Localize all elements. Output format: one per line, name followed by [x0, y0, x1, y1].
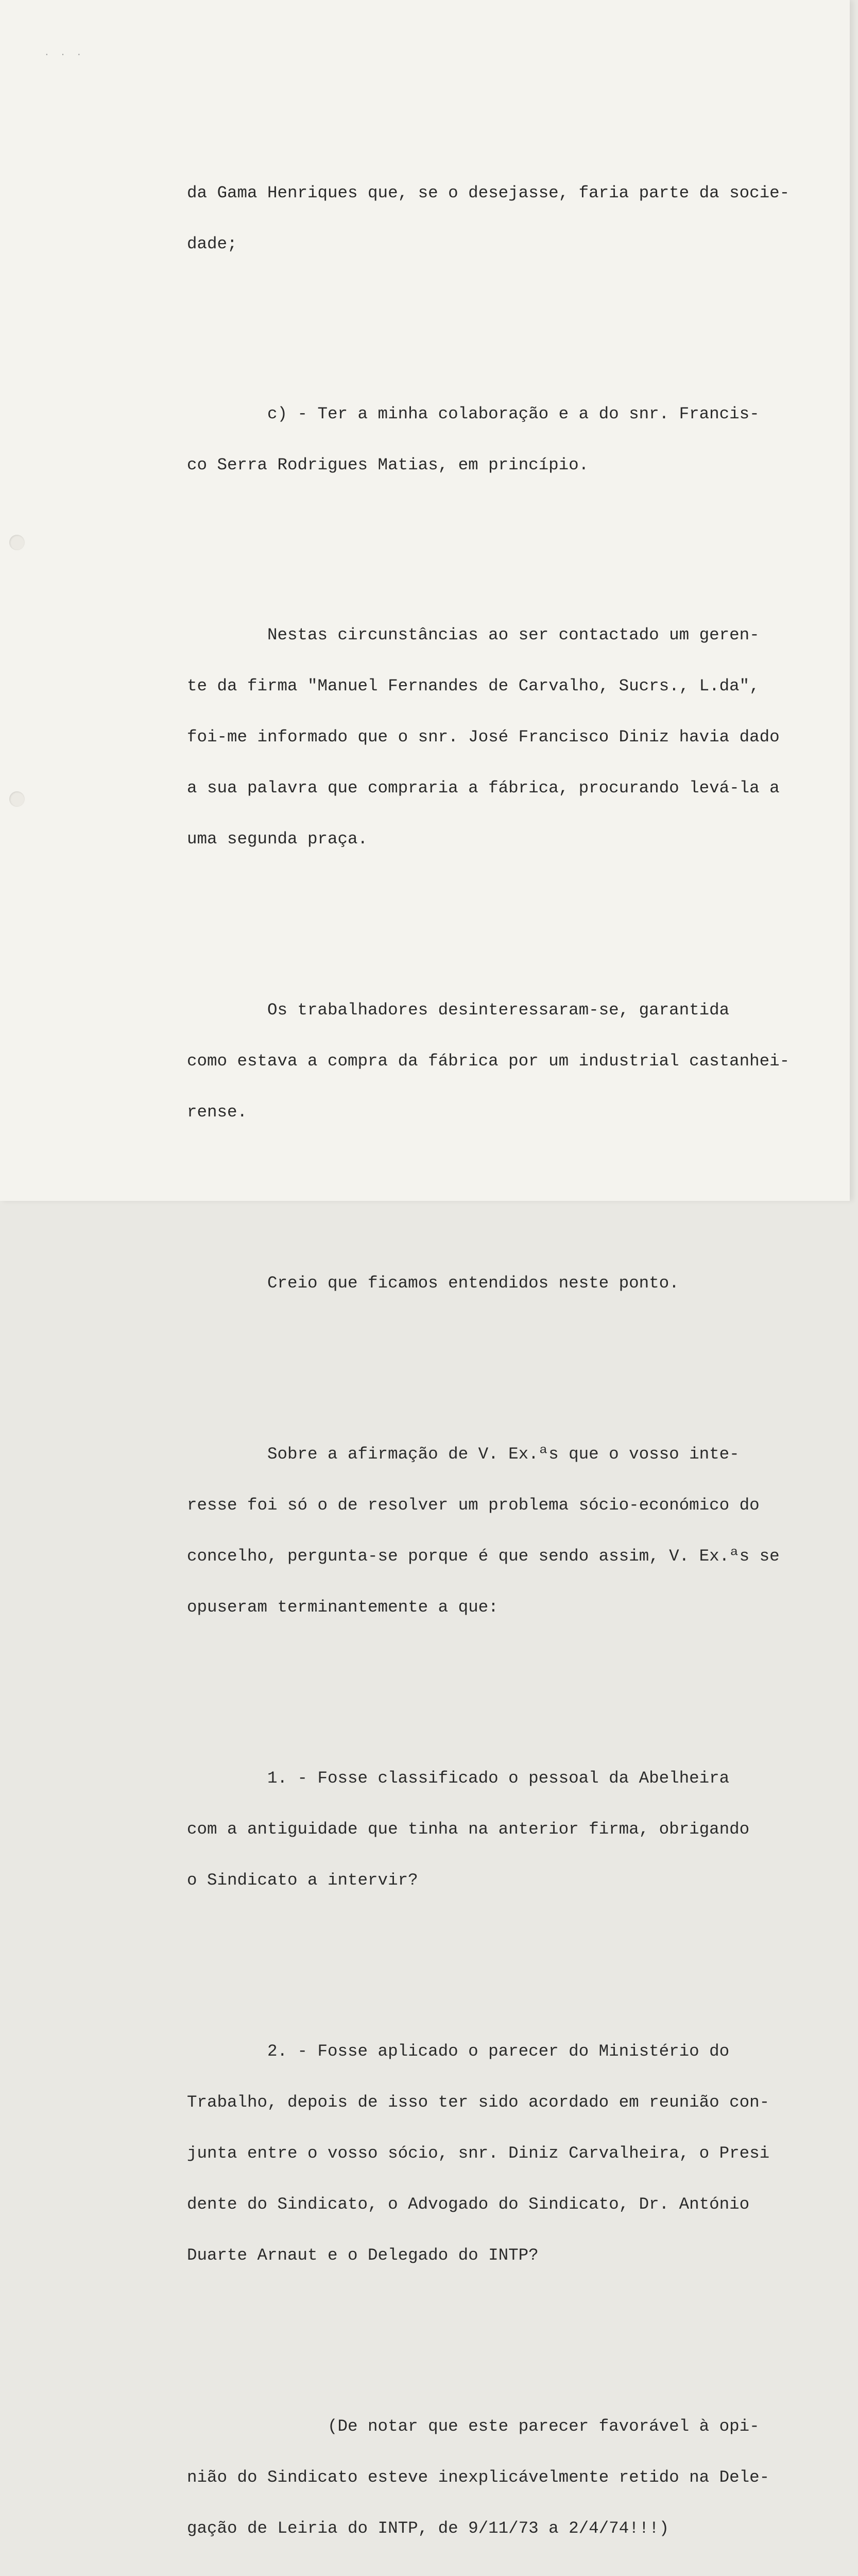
paragraph-note [187, 2384, 820, 2571]
text-line: 1. - Fosse classificado o pessoal da Abelheira [187, 1769, 730, 1788]
text-line: nião do Sindicato esteve inexplicávelmente retido na Dele- [187, 2468, 770, 2487]
text-line: Creio que ficamos entendidos neste ponto. [187, 1274, 679, 1293]
text-line: Duarte Arnaut e o Delegado do INTP? [187, 2246, 539, 2265]
punch-hole [9, 791, 25, 807]
paragraph-item-c [187, 371, 820, 507]
text-line: junta entre o vosso sócio, snr. Diniz Carvalheira, o Presi [187, 2144, 770, 2163]
text-line: com a antiguidade que tinha na anterior firma, obrigando [187, 1820, 750, 1839]
letter-body [187, 116, 820, 2576]
text-line: Sobre a afirmação de V. Ex.ªs que o vosso inte- [187, 1445, 740, 1464]
text-line: concelho, pergunta-se porque é que sendo assim, V. Ex.ªs se [187, 1547, 780, 1566]
text-line: como estava a compra da fábrica por um industrial castanhei- [187, 1052, 790, 1071]
text-line: te da firma "Manuel Fernandes de Carvalho, Sucrs., L.da", [187, 676, 760, 696]
text-line: co Serra Rodrigues Matias, em princípio. [187, 455, 589, 474]
text-line: c) - Ter a minha colaboração e a do snr. Francis- [187, 404, 760, 423]
text-line: resse foi só o de resolver um problema sócio-económico do [187, 1496, 760, 1515]
text-line: dente do Sindicato, o Advogado do Sindicato, Dr. António [187, 2195, 750, 2214]
text-line: uma segunda praça. [187, 829, 368, 849]
text-line: da Gama Henriques que, se o desejasse, faria parte da socie- [187, 183, 790, 202]
paragraph-continuation [187, 150, 820, 286]
text-line: o Sindicato a intervir? [187, 1871, 418, 1890]
paragraph-point-2 [187, 2009, 820, 2298]
text-line: (De notar que este parecer favorável à opi- [187, 2417, 760, 2436]
paragraph-point-1 [187, 1736, 820, 1923]
text-line: rense. [187, 1103, 248, 1122]
text-line: Os trabalhadores desinteressaram-se, garantida [187, 1001, 730, 1020]
corner-mark: . . . [44, 47, 85, 57]
text-line: 2. - Fosse aplicado o parecer do Ministério do [187, 2042, 730, 2061]
paragraph-affirmation [187, 1412, 820, 1650]
text-line: dade; [187, 234, 237, 253]
paragraph-understood [187, 1241, 820, 1326]
text-line: gação de Leiria do INTP, de 9/11/73 a 2/4/74!!!) [187, 2519, 670, 2538]
paragraph-workers [187, 968, 820, 1155]
text-line: Trabalho, depois de isso ter sido acordado em reunião con- [187, 2093, 770, 2112]
text-line: Nestas circunstâncias ao ser contactado um geren- [187, 625, 760, 645]
text-line: foi-me informado que o snr. José Francisco Diniz havia dado [187, 727, 780, 747]
paragraph-circumstances [187, 592, 820, 882]
text-line: a sua palavra que compraria a fábrica, procurando levá-la a [187, 778, 780, 798]
punch-hole [9, 535, 25, 550]
text-line: opuseram terminantemente a que: [187, 1598, 499, 1617]
